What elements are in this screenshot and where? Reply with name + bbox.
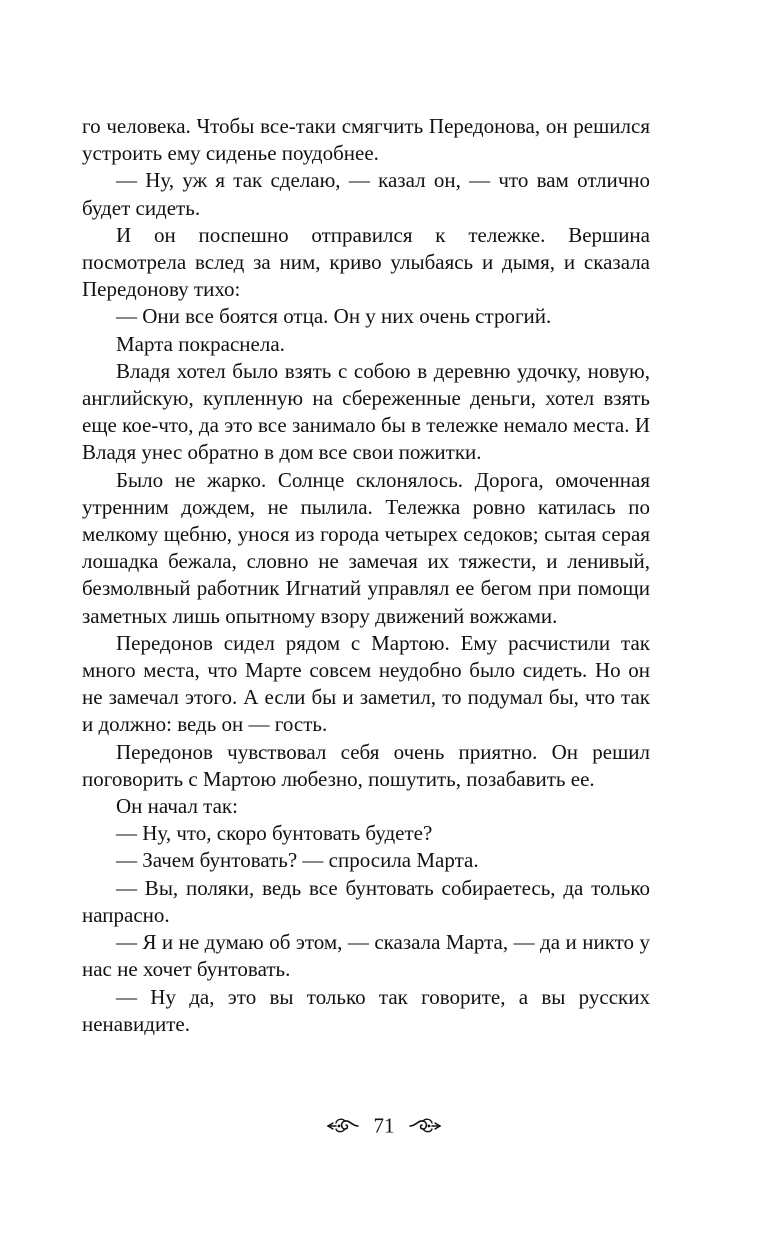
paragraph-10: Он начал так:: [116, 794, 238, 819]
left-ornament-icon: [326, 1116, 360, 1136]
page-text: [82, 113, 650, 1038]
paragraph-13: — Вы, поляки, ведь все бунтовать собираетесь, да только напрасно.: [82, 875, 650, 927]
paragraph-4: — Они все боятся отца. Он у них очень строгий.: [116, 304, 552, 329]
paragraph-12: — Зачем бунтовать? — спросила Марта.: [116, 848, 479, 873]
paragraph-15: — Ну да, это вы только так говорите, а вы русских ненавидите.: [82, 984, 650, 1036]
paragraph-11: — Ну, что, скоро бунтовать будете?: [116, 821, 433, 846]
paragraph-9: Передонов чувствовал себя очень приятно. Он решил поговорить с Мартою любезно, пошутить, позабавить ее.: [82, 739, 650, 791]
right-ornament-icon: [408, 1116, 442, 1136]
paragraph-5: Марта покраснела.: [116, 331, 285, 356]
paragraph-1: го человека. Чтобы все-таки смягчить Передонова, он решился устроить ему сиденье поудобнее.: [82, 114, 650, 166]
page-footer: [0, 1112, 768, 1139]
paragraph-3: И он поспешно отправился к тележке. Вершина посмотрела вслед за ним, криво улыбаясь и дымя, и сказала Передонову тихо:: [82, 222, 650, 302]
page-number: 71: [373, 1113, 395, 1138]
paragraph-7: Было не жарко. Солнце склонялось. Дорога, омоченная утренним дождем, не пылила. Тележка ровно катилась по мелкому щебню, унося из города четырех седоков; сытая серая лошадка бежала, словно не замечая их тяжести, и ленивый, безмолвный работник Игнатий управлял ее бегом при помощи заметных лишь опытному взору движений вожжами.: [82, 467, 650, 628]
paragraph-8: Передонов сидел рядом с Мартою. Ему расчистили так много места, что Марте совсем неудобно было сидеть. Но он не замечал этого. А если бы и заметил, то подумал бы, что так и должно: ведь он — гость.: [82, 630, 650, 737]
paragraph-6: Владя хотел было взять с собою в деревню удочку, новую, английскую, купленную на сбереженные деньги, хотел взять еще кое-что, да это все занимало бы в тележке немало места. И Владя унес обратно в дом все свои пожитки.: [82, 358, 650, 465]
paragraph-2: — Ну, уж я так сделаю, — казал он, — что вам отлично будет сидеть.: [82, 168, 650, 220]
paragraph-14: — Я и не думаю об этом, — сказала Марта, — да и никто у нас не хочет бунтовать.: [82, 930, 650, 982]
